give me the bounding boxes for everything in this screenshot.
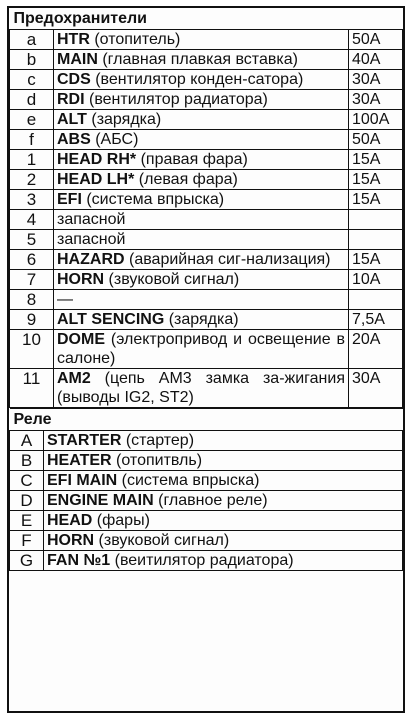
relay-code: HORN bbox=[47, 532, 95, 549]
fuse-amperage: 30A bbox=[349, 369, 403, 408]
relay-row bbox=[10, 551, 403, 571]
relay-code: STARTER bbox=[47, 432, 122, 449]
relay-desc-text: (стартер) bbox=[121, 432, 195, 449]
relay-row bbox=[10, 531, 403, 551]
fuse-row bbox=[10, 230, 403, 250]
fuse-id: a bbox=[10, 30, 54, 50]
relay-row bbox=[10, 511, 403, 531]
fuse-description bbox=[54, 30, 349, 50]
fuse-table bbox=[9, 8, 403, 408]
relay-id: C bbox=[10, 471, 44, 491]
relay-id: G bbox=[10, 551, 44, 571]
fuse-code: ALT bbox=[57, 111, 87, 128]
fuse-amperage: 100A bbox=[349, 110, 403, 130]
fuse-description bbox=[54, 70, 349, 90]
relay-desc-text: (система впрыска) bbox=[117, 472, 260, 489]
fuse-id: c bbox=[10, 70, 54, 90]
fuse-desc-text: (аварийная сиг-нализация) bbox=[124, 251, 331, 268]
fuse-code: ALT SENCING bbox=[57, 311, 165, 328]
relay-description bbox=[44, 551, 403, 571]
relay-id: D bbox=[10, 491, 44, 511]
relay-id: A bbox=[10, 431, 44, 451]
fuse-row bbox=[10, 50, 403, 70]
fuse-relay-table-sheet bbox=[7, 6, 405, 713]
fuse-code: AM2 bbox=[57, 370, 91, 387]
relay-row bbox=[10, 491, 403, 511]
fuse-description bbox=[54, 270, 349, 290]
relay-description bbox=[44, 451, 403, 471]
fuse-code: EFI bbox=[57, 191, 82, 208]
fuse-code: HEAD LH* bbox=[57, 171, 135, 188]
fuse-description bbox=[54, 369, 349, 408]
fuse-desc-text: (АБС) bbox=[90, 131, 139, 148]
relay-row bbox=[10, 471, 403, 491]
fuse-row bbox=[10, 30, 403, 50]
fuse-code: HORN bbox=[57, 271, 105, 288]
fuse-desc-text: (цепь AM3 замка за-жигания (выводы IG2, ST2) bbox=[57, 370, 345, 406]
fuse-desc-text: (система впрыска) bbox=[81, 191, 225, 208]
fuse-row bbox=[10, 170, 403, 190]
relay-row bbox=[10, 431, 403, 451]
fuse-amperage: 50A bbox=[349, 130, 403, 150]
relay-desc-text: (звуковой сигнал) bbox=[94, 532, 230, 549]
fuse-amperage: 10A bbox=[349, 270, 403, 290]
relay-code: FAN №1 bbox=[47, 552, 111, 569]
fuse-id: 4 bbox=[10, 210, 54, 230]
relay-code: EFI MAIN bbox=[47, 472, 118, 489]
fuses-title: Предохранители bbox=[10, 8, 403, 30]
fuse-id: 10 bbox=[10, 330, 54, 369]
fuse-desc-text: запасной bbox=[57, 231, 126, 248]
fuse-description bbox=[54, 330, 349, 369]
fuse-id: 1 bbox=[10, 150, 54, 170]
fuse-amperage bbox=[349, 230, 403, 250]
fuse-desc-text: (вентилятор радиатора) bbox=[84, 91, 268, 108]
fuses-section-header bbox=[10, 8, 403, 30]
relay-description bbox=[44, 531, 403, 551]
fuse-code: HTR bbox=[57, 31, 90, 48]
fuse-desc-text: — bbox=[57, 291, 73, 308]
relay-id: F bbox=[10, 531, 44, 551]
fuse-id: 7 bbox=[10, 270, 54, 290]
relay-table bbox=[9, 408, 403, 571]
fuse-code: HEAD RH* bbox=[57, 151, 137, 168]
fuse-row bbox=[10, 210, 403, 230]
fuse-row bbox=[10, 110, 403, 130]
relay-row bbox=[10, 451, 403, 471]
fuse-amperage bbox=[349, 210, 403, 230]
fuse-description bbox=[54, 90, 349, 110]
fuse-amperage: 7,5A bbox=[349, 310, 403, 330]
fuse-desc-text: (звуковой сигнал) bbox=[104, 271, 240, 288]
fuse-description bbox=[54, 190, 349, 210]
fuse-code: CDS bbox=[57, 71, 91, 88]
fuse-amperage: 15A bbox=[349, 150, 403, 170]
fuse-row bbox=[10, 250, 403, 270]
relay-id: E bbox=[10, 511, 44, 531]
fuse-desc-text: (отопитель) bbox=[89, 31, 181, 48]
relay-description bbox=[44, 511, 403, 531]
fuse-amperage: 20A bbox=[349, 330, 403, 369]
relay-desc-text: (фары) bbox=[92, 512, 150, 529]
fuse-id: 9 bbox=[10, 310, 54, 330]
relays-section-header bbox=[10, 409, 403, 431]
fuse-row bbox=[10, 290, 403, 310]
fuse-row bbox=[10, 190, 403, 210]
fuse-description bbox=[54, 110, 349, 130]
fuse-amperage: 15A bbox=[349, 190, 403, 210]
fuse-row bbox=[10, 150, 403, 170]
fuse-row bbox=[10, 270, 403, 290]
fuse-description bbox=[54, 210, 349, 230]
relays-title: Реле bbox=[10, 409, 403, 431]
fuse-id: 6 bbox=[10, 250, 54, 270]
relay-desc-text: (отопитвль) bbox=[111, 452, 203, 469]
fuse-row bbox=[10, 70, 403, 90]
relay-description bbox=[44, 471, 403, 491]
fuse-id: e bbox=[10, 110, 54, 130]
fuse-desc-text: (главная плавкая вставка) bbox=[97, 51, 298, 68]
relay-id: B bbox=[10, 451, 44, 471]
fuse-row bbox=[10, 369, 403, 408]
fuse-id: 5 bbox=[10, 230, 54, 250]
fuse-id: 11 bbox=[10, 369, 54, 408]
fuse-id: 3 bbox=[10, 190, 54, 210]
fuse-amperage: 15A bbox=[349, 250, 403, 270]
relay-desc-text: (главное реле) bbox=[153, 492, 268, 509]
fuse-desc-text: запасной bbox=[57, 211, 126, 228]
fuse-code: ABS bbox=[57, 131, 91, 148]
fuse-desc-text: (вентилятор конден-сатора) bbox=[90, 71, 304, 88]
fuse-row bbox=[10, 310, 403, 330]
fuse-description bbox=[54, 230, 349, 250]
fuse-desc-text: (электропривод и освещение в салоне) bbox=[57, 331, 345, 367]
fuse-description bbox=[54, 310, 349, 330]
relay-code: ENGINE MAIN bbox=[47, 492, 154, 509]
fuse-description bbox=[54, 150, 349, 170]
fuse-description bbox=[54, 130, 349, 150]
fuse-id: 2 bbox=[10, 170, 54, 190]
fuse-code: DOME bbox=[57, 331, 105, 348]
fuse-desc-text: (левая фара) bbox=[134, 171, 238, 188]
relay-code: HEAD bbox=[47, 512, 93, 529]
fuse-desc-text: (зарядка) bbox=[86, 111, 162, 128]
fuse-id: f bbox=[10, 130, 54, 150]
fuse-row bbox=[10, 330, 403, 369]
fuse-id: d bbox=[10, 90, 54, 110]
fuse-id: 8 bbox=[10, 290, 54, 310]
fuse-code: MAIN bbox=[57, 51, 98, 68]
fuse-description bbox=[54, 50, 349, 70]
fuse-desc-text: (правая фара) bbox=[136, 151, 248, 168]
fuse-description bbox=[54, 250, 349, 270]
fuse-description bbox=[54, 170, 349, 190]
relay-desc-text: (веитилятор радиатора) bbox=[110, 552, 294, 569]
fuse-amperage bbox=[349, 290, 403, 310]
relay-code: HEATER bbox=[47, 452, 112, 469]
fuse-amperage: 30A bbox=[349, 70, 403, 90]
fuse-amperage: 40A bbox=[349, 50, 403, 70]
fuse-amperage: 15A bbox=[349, 170, 403, 190]
fuse-amperage: 50A bbox=[349, 30, 403, 50]
fuse-description bbox=[54, 290, 349, 310]
fuse-row bbox=[10, 90, 403, 110]
relay-description bbox=[44, 491, 403, 511]
fuse-amperage: 30A bbox=[349, 90, 403, 110]
fuse-desc-text: (зарядка) bbox=[164, 311, 239, 328]
fuse-id: b bbox=[10, 50, 54, 70]
fuse-code: RDI bbox=[57, 91, 85, 108]
relay-description bbox=[44, 431, 403, 451]
fuse-row bbox=[10, 130, 403, 150]
fuse-code: HAZARD bbox=[57, 251, 125, 268]
